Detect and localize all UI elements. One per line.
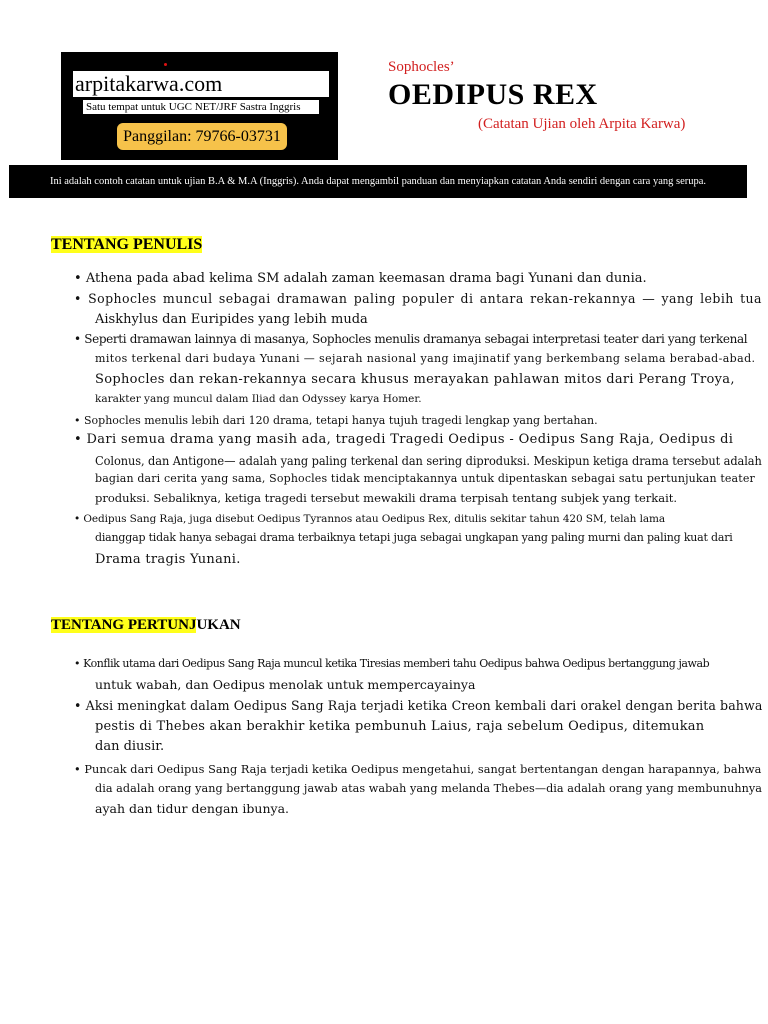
list-item-continuation: dan diusir. — [95, 739, 165, 754]
bullet-icon: • — [74, 292, 82, 307]
doc-author: Sophocles’ — [388, 59, 455, 75]
section-heading-highlight: TENTANG PERTUNJ — [51, 617, 197, 633]
doc-title: OEDIPUS REX — [388, 78, 598, 111]
list-item — [74, 513, 665, 525]
section-heading-rest: UKAN — [196, 617, 241, 633]
list-item — [74, 292, 762, 307]
bullet-icon: • — [74, 432, 83, 447]
list-item-continuation: dia adalah orang yang bertanggung jawab atas wabah yang melanda Thebes—dia adalah orang yang membunuhnya — [95, 781, 763, 795]
list-item-text: Dari semua drama yang masih ada, tragedi Tragedi Oedipus - Oedipus Sang Raja, Oedipus di — [86, 432, 734, 447]
list-item-continuation: karakter yang muncul dalam Iliad dan Odyssey karya Homer. — [95, 393, 422, 405]
list-item — [74, 332, 747, 346]
bullet-icon: • — [74, 699, 82, 714]
brand-dot-icon — [164, 63, 167, 66]
section-heading-penulis — [51, 234, 204, 256]
list-item — [74, 699, 762, 714]
notice-bar: Ini adalah contoh catatan untuk ujian B.A & M.A (Inggris). Anda dapat mengambil panduan dan menyiapkan catatan Anda sendiri dengan cara yang serupa. — [9, 165, 747, 198]
list-item — [74, 762, 761, 776]
section-heading-pertunjukan — [51, 614, 243, 636]
list-item-text: Oedipus Sang Raja, juga disebut Oedipus Tyrannos atau Oedipus Rex, ditulis sekitar tahun 420 SM, telah lama — [83, 513, 666, 525]
list-item-continuation: dianggap tidak hanya sebagai drama terbaiknya tetapi juga sebagai ungkapan yang paling murni dan paling kuat dari — [95, 531, 733, 544]
list-item — [74, 432, 733, 447]
bullet-icon: • — [74, 513, 81, 525]
list-item — [74, 657, 709, 670]
list-item-continuation: bagian dari cerita yang sama, Sophocles tidak menciptakannya untuk dipentaskan sebagai satu pertunjukan teater — [95, 472, 755, 485]
list-item-continuation: pestis di Thebes akan berakhir ketika pembunuh Laius, raja sebelum Oedipus, ditemukan — [95, 719, 705, 734]
list-item-text: Aksi meningkat dalam Oedipus Sang Raja terjadi ketika Creon kembali dari orakel dengan berita bahwa — [85, 699, 763, 714]
site-url[interactable]: arpitakarwa.com — [73, 71, 329, 97]
list-item-continuation: Aiskhylus dan Euripides yang lebih muda — [95, 312, 368, 327]
list-item-continuation: Drama tragis Yunani. — [95, 552, 241, 567]
bullet-icon: • — [74, 414, 81, 427]
section-heading-highlight: TENTANG PENULIS — [51, 236, 203, 253]
list-item — [74, 414, 598, 427]
bullet-icon: • — [74, 332, 81, 346]
doc-subtitle: (Catatan Ujian oleh Arpita Karwa) — [478, 116, 686, 132]
bullet-icon: • — [74, 657, 81, 670]
list-item-continuation: ayah dan tidur dengan ibunya. — [95, 801, 290, 816]
list-item-text: Seperti dramawan lainnya di masanya, Sophocles menulis dramanya sebagai interpretasi teater dari yang terkenal — [84, 332, 748, 346]
list-item-continuation: Sophocles dan rekan-rekannya secara khusus merayakan pahlawan mitos dari Perang Troya, — [95, 372, 735, 387]
list-item-text: Athena pada abad kelima SM adalah zaman keemasan drama bagi Yunani dan dunia. — [85, 271, 647, 286]
list-item-continuation: produksi. Sebaliknya, ketiga tragedi tersebut mewakili drama terpisah tentang subjek yang terkait. — [95, 491, 678, 505]
list-item-continuation: untuk wabah, dan Oedipus menolak untuk mempercayainya — [95, 677, 476, 692]
list-item-continuation: mitos terkenal dari budaya Yunani — sejarah nasional yang imajinatif yang berkembang selama berabad-abad. — [95, 352, 756, 365]
list-item-text: Sophocles muncul sebagai dramawan paling populer di antara rekan-rekannya — yang lebih tua — [88, 292, 762, 307]
bullet-icon: • — [74, 762, 81, 776]
list-item-text: Sophocles menulis lebih dari 120 drama, tetapi hanya tujuh tragedi lengkap yang bertahan. — [84, 414, 598, 427]
site-tagline: Satu tempat untuk UGC NET/JRF Sastra Inggris — [83, 100, 319, 114]
list-item-text: Konflik utama dari Oedipus Sang Raja muncul ketika Tiresias memberi tahu Oedipus bahwa Oedipus bertanggung jawab — [83, 657, 710, 670]
brand-box — [61, 52, 338, 160]
list-item-continuation: Colonus, dan Antigone— adalah yang paling terkenal dan sering diproduksi. Meskipun ketiga drama tersebut adalah — [95, 453, 762, 468]
list-item — [74, 271, 647, 286]
list-item-text: Puncak dari Oedipus Sang Raja terjadi ketika Oedipus mengetahui, sangat bertentangan dengan harapannya, bahwa — [84, 762, 762, 776]
bullet-icon: • — [74, 271, 82, 286]
phone-call-button[interactable]: Panggilan: 79766-03731 — [117, 123, 287, 150]
